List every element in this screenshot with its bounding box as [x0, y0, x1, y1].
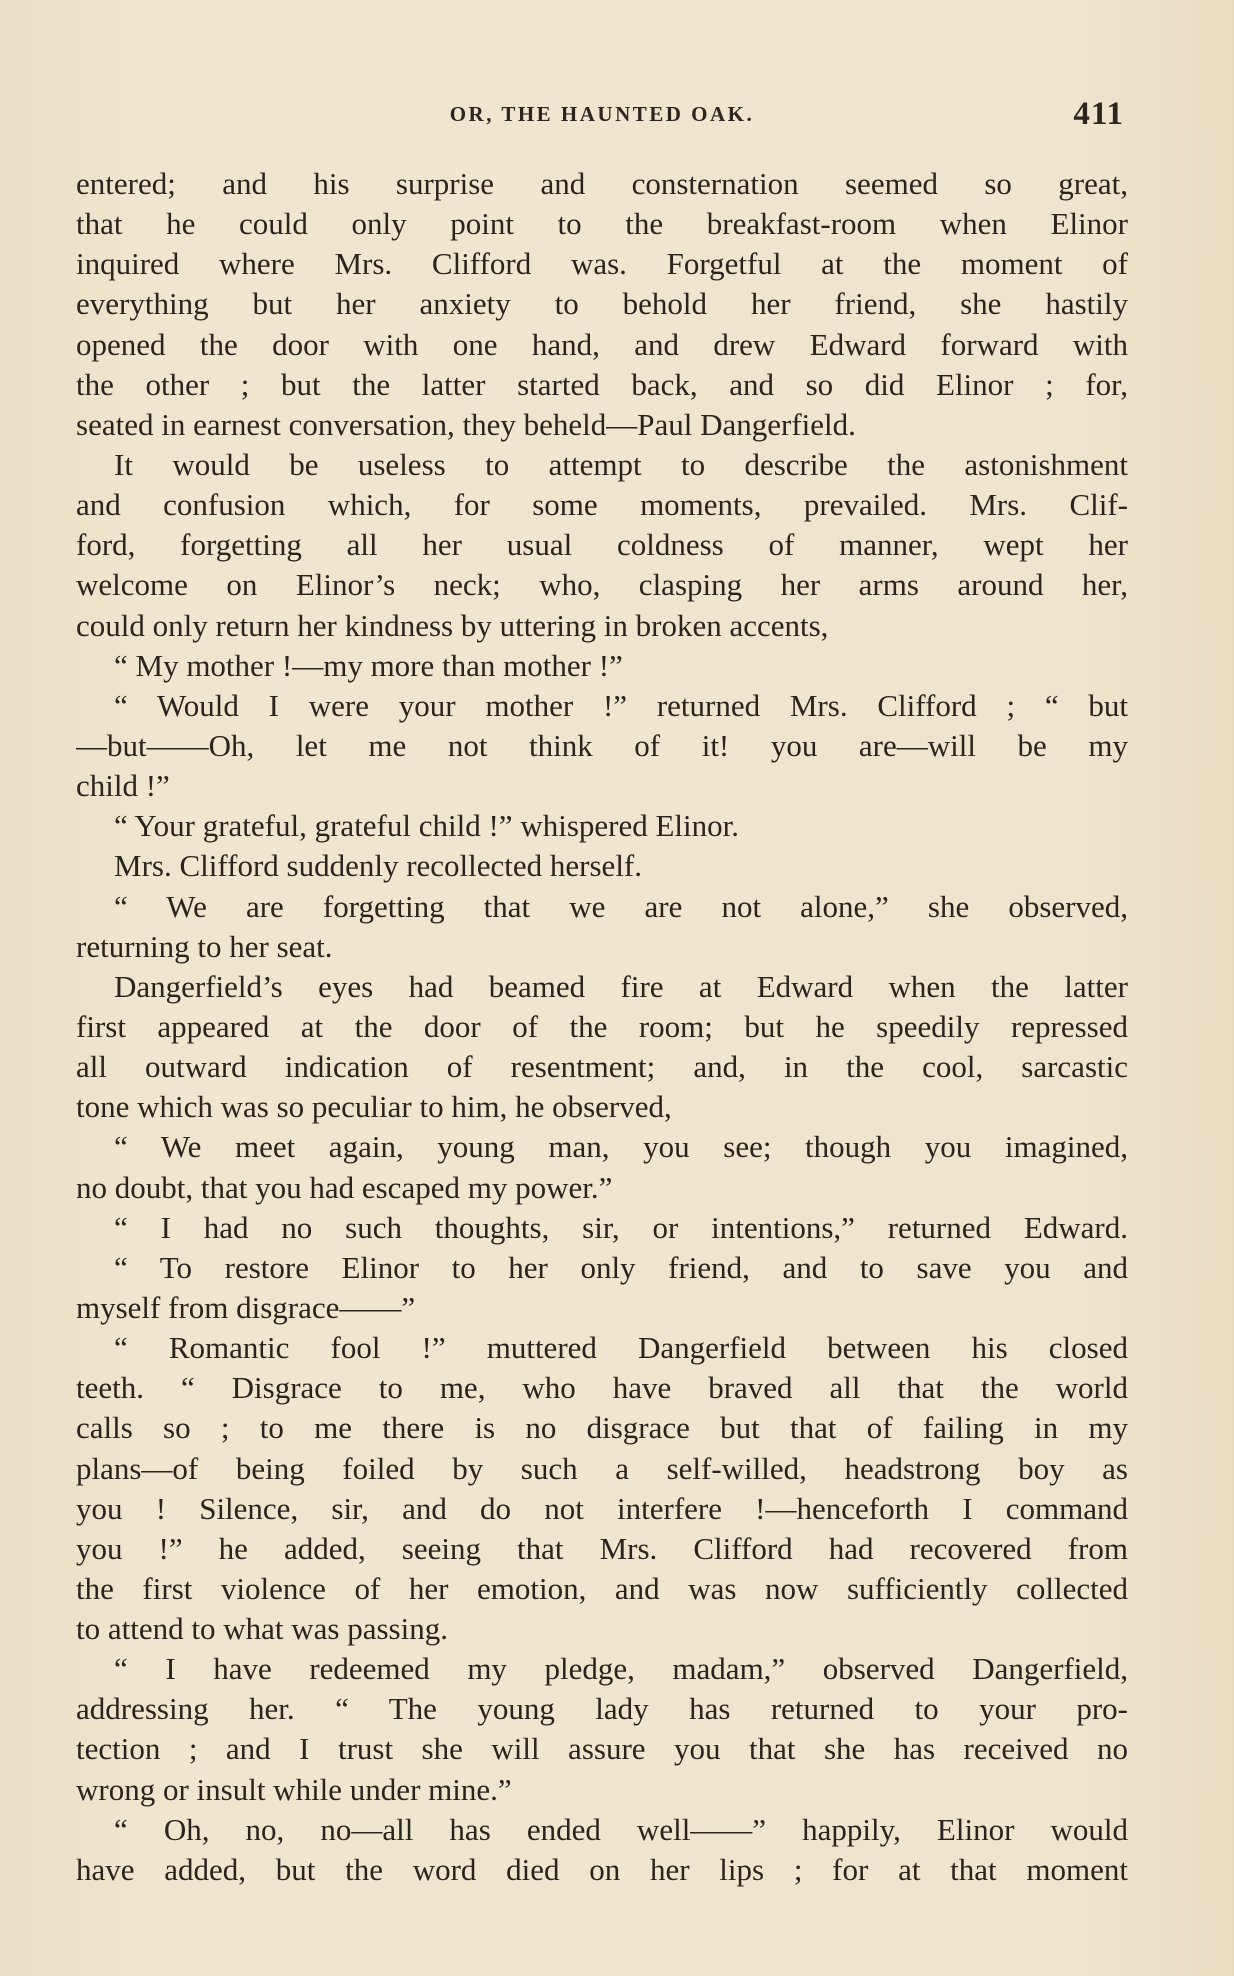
text-line: myself from disgrace——” — [76, 1289, 416, 1325]
running-title: OR, THE HAUNTED OAK. — [449, 102, 755, 126]
text-line: that he could only point to the breakfast-room when Elinor — [76, 206, 1128, 242]
text-line: returning to her seat. — [76, 928, 333, 964]
text-line: the other ; but the latter started back, and so did Elinor ; for, — [76, 366, 1128, 402]
text-line: the first violence of her emotion, and was now sufficiently collected — [76, 1570, 1128, 1606]
text-line: calls so ; to me there is no disgrace but that of failing in my — [76, 1410, 1128, 1446]
text-line: “ Romantic fool !” muttered Dangerfield between his closed — [114, 1330, 1128, 1366]
text-line: tone which was so peculiar to him, he observed, — [76, 1089, 672, 1125]
text-line: Mrs. Clifford suddenly recollected herself. — [114, 848, 642, 884]
text-line: opened the door with one hand, and drew Edward forward with — [76, 326, 1128, 362]
text-line: to attend to what was passing. — [76, 1611, 448, 1647]
text-line: “ We are forgetting that we are not alone,” she observed, — [114, 888, 1128, 924]
text-line: “ My mother !—my more than mother !” — [114, 647, 623, 683]
text-line: seated in earnest conversation, they beheld—Paul Dangerfield. — [76, 406, 856, 442]
text-line: could only return her kindness by uttering in broken accents, — [76, 607, 829, 643]
text-line: no doubt, that you had escaped my power.” — [76, 1169, 613, 1205]
text-line: wrong or insult while under mine.” — [76, 1771, 512, 1807]
text-line: all outward indication of resentment; and, in the cool, sarcastic — [76, 1049, 1128, 1085]
text-line: It would be useless to attempt to describe the astonishment — [114, 446, 1128, 482]
text-line: you !” he added, seeing that Mrs. Clifford had recovered from — [76, 1530, 1128, 1566]
text-line: addressing her. “ The young lady has returned to your pro- — [76, 1691, 1128, 1727]
text-line: “ Your grateful, grateful child !” whispered Elinor. — [114, 808, 739, 844]
text-line: —but——Oh, let me not think of it! you are—will be my — [76, 727, 1128, 763]
text-line: “ We meet again, young man, you see; though you imagined, — [114, 1129, 1128, 1165]
text-line: plans—of being foiled by such a self-willed, headstrong boy as — [76, 1450, 1128, 1486]
text-line: everything but her anxiety to behold her friend, she hastily — [76, 286, 1128, 322]
text-line: you ! Silence, sir, and do not interfere !—henceforth I command — [76, 1490, 1128, 1526]
text-line: ford, forgetting all her usual coldness of manner, wept her — [76, 527, 1128, 563]
text-line: entered; and his surprise and consternation seemed so great, — [76, 166, 1128, 201]
text-line: “ Oh, no, no—all has ended well——” happily, Elinor would — [114, 1811, 1128, 1847]
body-text — [76, 164, 1128, 1890]
text-line: have added, but the word died on her lips ; for at that moment — [76, 1851, 1128, 1887]
text-line: and confusion which, for some moments, prevailed. Mrs. Clif- — [76, 487, 1128, 523]
text-line: child !” — [76, 768, 170, 804]
text-line: “ I have redeemed my pledge, madam,” observed Dangerfield, — [114, 1651, 1128, 1687]
text-line: first appeared at the door of the room; but he speedily repressed — [76, 1008, 1128, 1044]
text-line: “ Would I were your mother !” returned Mrs. Clifford ; “ but — [114, 687, 1128, 723]
text-line: welcome on Elinor’s neck; who, clasping her arms around her, — [76, 567, 1128, 603]
page-number: 411 — [1073, 96, 1124, 132]
text-line: “ I had no such thoughts, sir, or intentions,” returned Edward. — [114, 1209, 1128, 1245]
text-line: Dangerfield’s eyes had beamed fire at Edward when the latter — [114, 968, 1128, 1004]
text-line: tection ; and I trust she will assure you that she has received no — [76, 1731, 1128, 1767]
text-line: inquired where Mrs. Clifford was. Forgetful at the moment of — [76, 246, 1128, 282]
running-header — [76, 96, 1128, 136]
text-line: teeth. “ Disgrace to me, who have braved all that the world — [76, 1370, 1128, 1406]
text-line: “ To restore Elinor to her only friend, and to save you and — [114, 1249, 1128, 1285]
